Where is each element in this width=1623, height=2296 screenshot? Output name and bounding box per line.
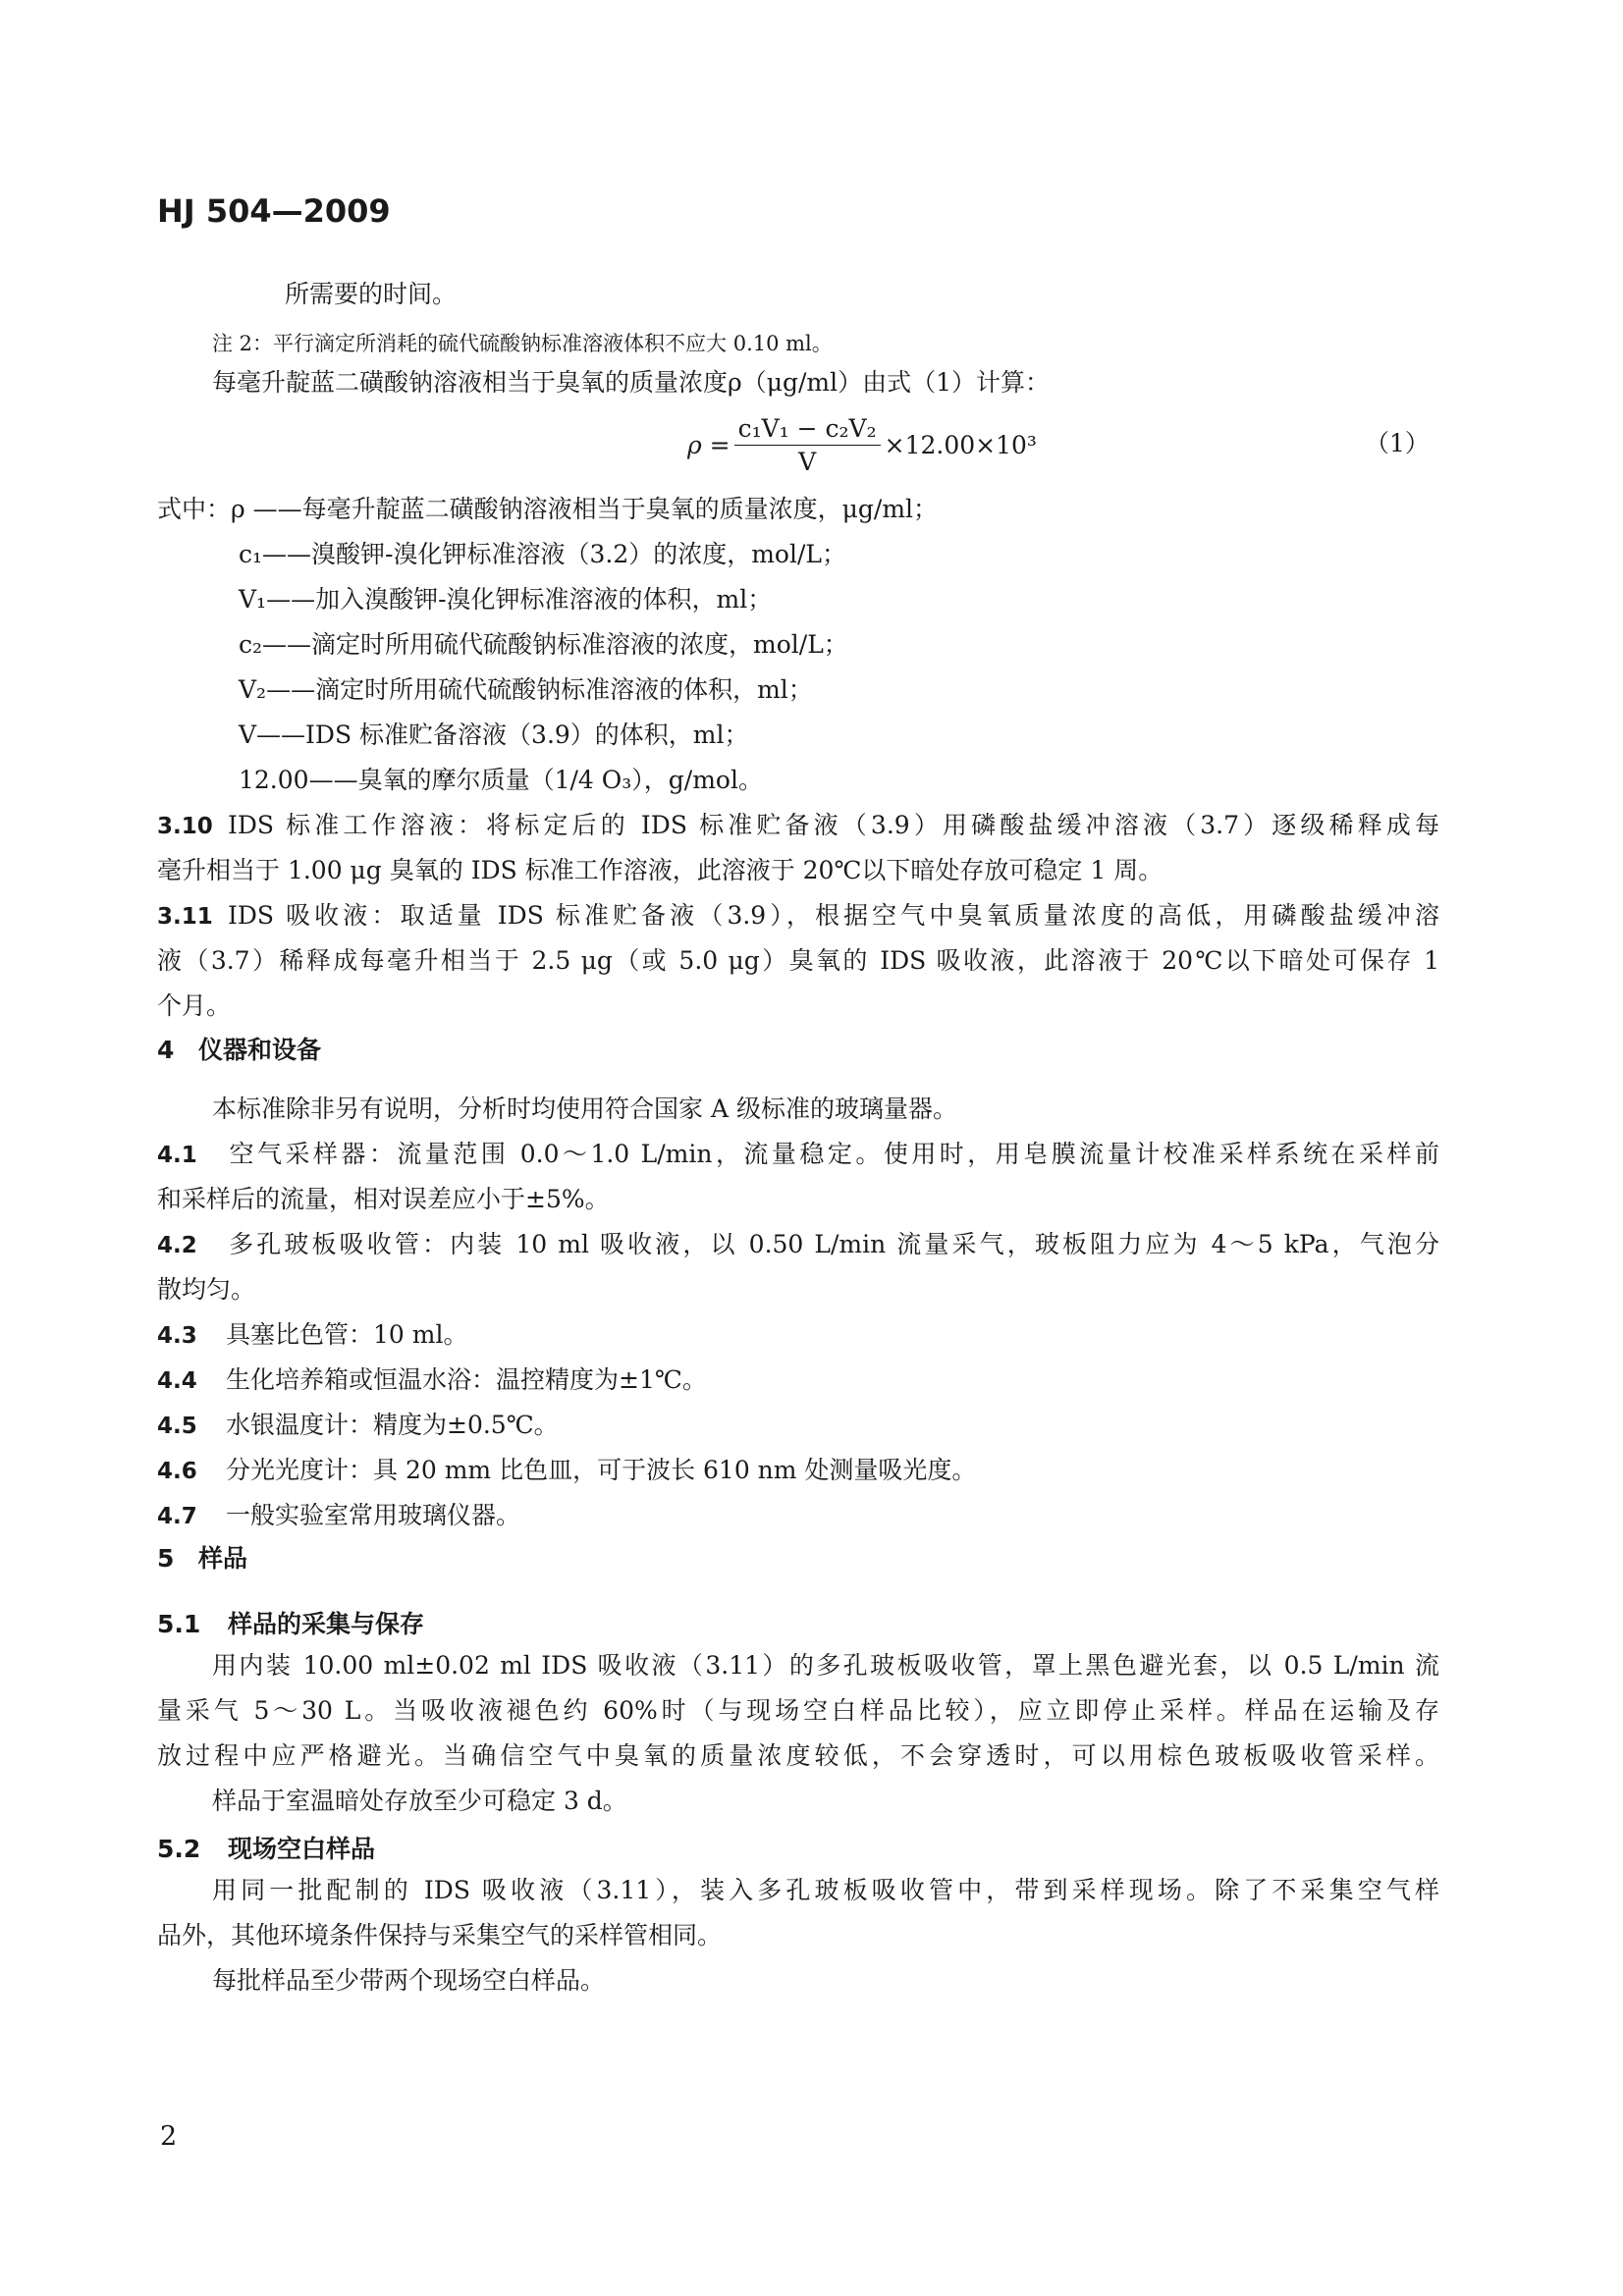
subsection-number: 5.1 <box>157 1610 201 1638</box>
where-v1: V₁——加入溴酸钾-溴化钾标准溶液的体积，ml； <box>239 585 773 614</box>
clause-5-1-line4: 样品于室温暗处存放至少可稳定 3 d。 <box>212 1787 627 1815</box>
clause-number: 4.4 <box>157 1368 197 1394</box>
clause-4-6 <box>157 1448 976 1494</box>
clause-5-1-line3: 放过程中应严格避光。当确信空气中臭氧的质量浓度较低，不会穿透时，可以用棕色玻板吸收管采样。 <box>157 1741 1439 1770</box>
note-2: 注 2：平行滴定所消耗的硫代硫酸钠标准溶液体积不应大 0.10 ml。 <box>212 332 833 355</box>
clause-4-7 <box>157 1493 520 1539</box>
subsection-5-1-heading <box>157 1605 424 1640</box>
formula-number: （1） <box>1365 429 1430 457</box>
clause-number: 3.11 <box>157 904 213 930</box>
clause-number: 4.6 <box>157 1459 197 1484</box>
clause-5-2-line2: 品外，其他环境条件保持与采集空气的采样管相同。 <box>157 1921 723 1949</box>
where-rho: 式中：ρ ——每毫升靛蓝二磺酸钠溶液相当于臭氧的质量浓度，μg/ml； <box>157 495 939 523</box>
subsection-5-2-heading <box>157 1830 375 1865</box>
section-number: 4 <box>157 1036 175 1064</box>
clause-3-11-line3: 个月。 <box>157 991 232 1020</box>
clause-3-10-line2: 毫升相当于 1.00 μg 臭氧的 IDS 标准工作溶液，此溶液于 20℃以下暗处存放可稳定 1 周。 <box>157 856 1163 884</box>
section-4-heading <box>157 1031 321 1066</box>
clause-4-5 <box>157 1403 559 1449</box>
formula-numerator: c₁V₁ − c₂V₂ <box>734 414 881 446</box>
clause-4-1-line2: 和采样后的流量，相对误差应小于±5%。 <box>157 1185 610 1213</box>
clause-number: 4.3 <box>157 1323 197 1349</box>
clause-text: 生化培养箱或恒温水浴：温控精度为±1℃。 <box>226 1365 707 1394</box>
clause-text: 多孔玻板吸收管：内装 10 ml 吸收液，以 0.50 L/min 流量采气，玻板阻力应为 4～5 kPa，气泡分 <box>226 1230 1439 1258</box>
clause-text: IDS 标准工作溶液：将标定后的 IDS 标准贮备液（3.9）用磷酸盐缓冲溶液（3.7）逐级稀释成每 <box>228 811 1439 839</box>
continued-text: 所需要的时间。 <box>285 280 458 308</box>
document-header: HJ 504—2009 <box>157 192 391 230</box>
clause-3-11-line1 <box>157 893 1439 939</box>
clause-text: 水银温度计：精度为±0.5℃。 <box>226 1411 559 1439</box>
clause-text: IDS 吸收液：取适量 IDS 标准贮备液（3.9），根据空气中臭氧质量浓度的高低，用磷酸盐缓冲溶 <box>228 901 1439 930</box>
clause-5-1-line1: 用内装 10.00 ml±0.02 ml IDS 吸收液（3.11）的多孔玻板吸收管，罩上黑色避光套，以 0.5 L/min 流 <box>212 1651 1439 1680</box>
subsection-title: 样品的采集与保存 <box>228 1610 425 1638</box>
clause-3-11-line2: 液（3.7）稀释成每毫升相当于 2.5 μg（或 5.0 μg）臭氧的 IDS 吸收液，此溶液于 20℃以下暗处可保存 1 <box>157 946 1439 975</box>
clause-text: 空气采样器：流量范围 0.0～1.0 L/min，流量稳定。使用时，用皂膜流量计校准采样系统在采样前 <box>226 1140 1439 1168</box>
section-4-intro: 本标准除非另有说明，分析时均使用符合国家 A 级标准的玻璃量器。 <box>212 1095 957 1123</box>
formula-lhs: ρ = <box>687 430 730 459</box>
clause-4-3 <box>157 1312 467 1359</box>
where-molar: 12.00——臭氧的摩尔质量（1/4 O₃），g/mol。 <box>239 766 763 794</box>
section-5-heading <box>157 1539 247 1575</box>
clause-4-1-line1 <box>157 1132 1439 1178</box>
formula-denominator: V <box>798 447 817 476</box>
formula-1 <box>687 410 1037 479</box>
page-number: 2 <box>160 2121 178 2152</box>
clause-text: 具塞比色管：10 ml。 <box>226 1320 468 1349</box>
formula-rhs: ×12.00×10³ <box>884 430 1037 459</box>
section-title: 仪器和设备 <box>198 1036 322 1064</box>
where-v2: V₂——滴定时所用硫代硫酸钠标准溶液的体积，ml； <box>239 675 813 704</box>
formula-fraction <box>734 414 881 476</box>
where-v: V——IDS 标准贮备溶液（3.9）的体积，ml； <box>239 721 749 749</box>
clause-5-2-line3: 每批样品至少带两个现场空白样品。 <box>212 1966 606 1995</box>
clause-number: 4.2 <box>157 1233 197 1258</box>
clause-5-1-line2: 量采气 5～30 L。当吸收液褪色约 60%时（与现场空白样品比较），应立即停止采样。样品在运输及存 <box>157 1696 1439 1725</box>
clause-5-2-line1: 用同一批配制的 IDS 吸收液（3.11），装入多孔玻板吸收管中，带到采样现场。除了不采集空气样 <box>212 1876 1439 1904</box>
clause-text: 分光光度计：具 20 mm 比色皿，可于波长 610 nm 处测量吸光度。 <box>226 1456 977 1484</box>
subsection-number: 5.2 <box>157 1835 201 1863</box>
clause-4-4 <box>157 1358 707 1404</box>
clause-number: 4.7 <box>157 1504 197 1529</box>
where-c2: c₂——滴定时所用硫代硫酸钠标准溶液的浓度，mol/L； <box>239 630 848 659</box>
clause-number: 4.5 <box>157 1414 197 1439</box>
subsection-title: 现场空白样品 <box>228 1835 376 1863</box>
formula-intro: 每毫升靛蓝二磺酸钠溶液相当于臭氧的质量浓度ρ（μg/ml）由式（1）计算： <box>212 368 1050 397</box>
section-title: 样品 <box>198 1544 248 1573</box>
clause-number: 3.10 <box>157 814 213 839</box>
where-c1: c₁——溴酸钾-溴化钾标准溶液（3.2）的浓度，mol/L； <box>239 540 847 568</box>
clause-4-2-line2: 散均匀。 <box>157 1275 256 1304</box>
clause-3-10-line1 <box>157 803 1439 849</box>
clause-4-2-line1 <box>157 1222 1439 1268</box>
section-number: 5 <box>157 1544 175 1573</box>
clause-text: 一般实验室常用玻璃仪器。 <box>226 1501 521 1529</box>
clause-number: 4.1 <box>157 1143 197 1168</box>
